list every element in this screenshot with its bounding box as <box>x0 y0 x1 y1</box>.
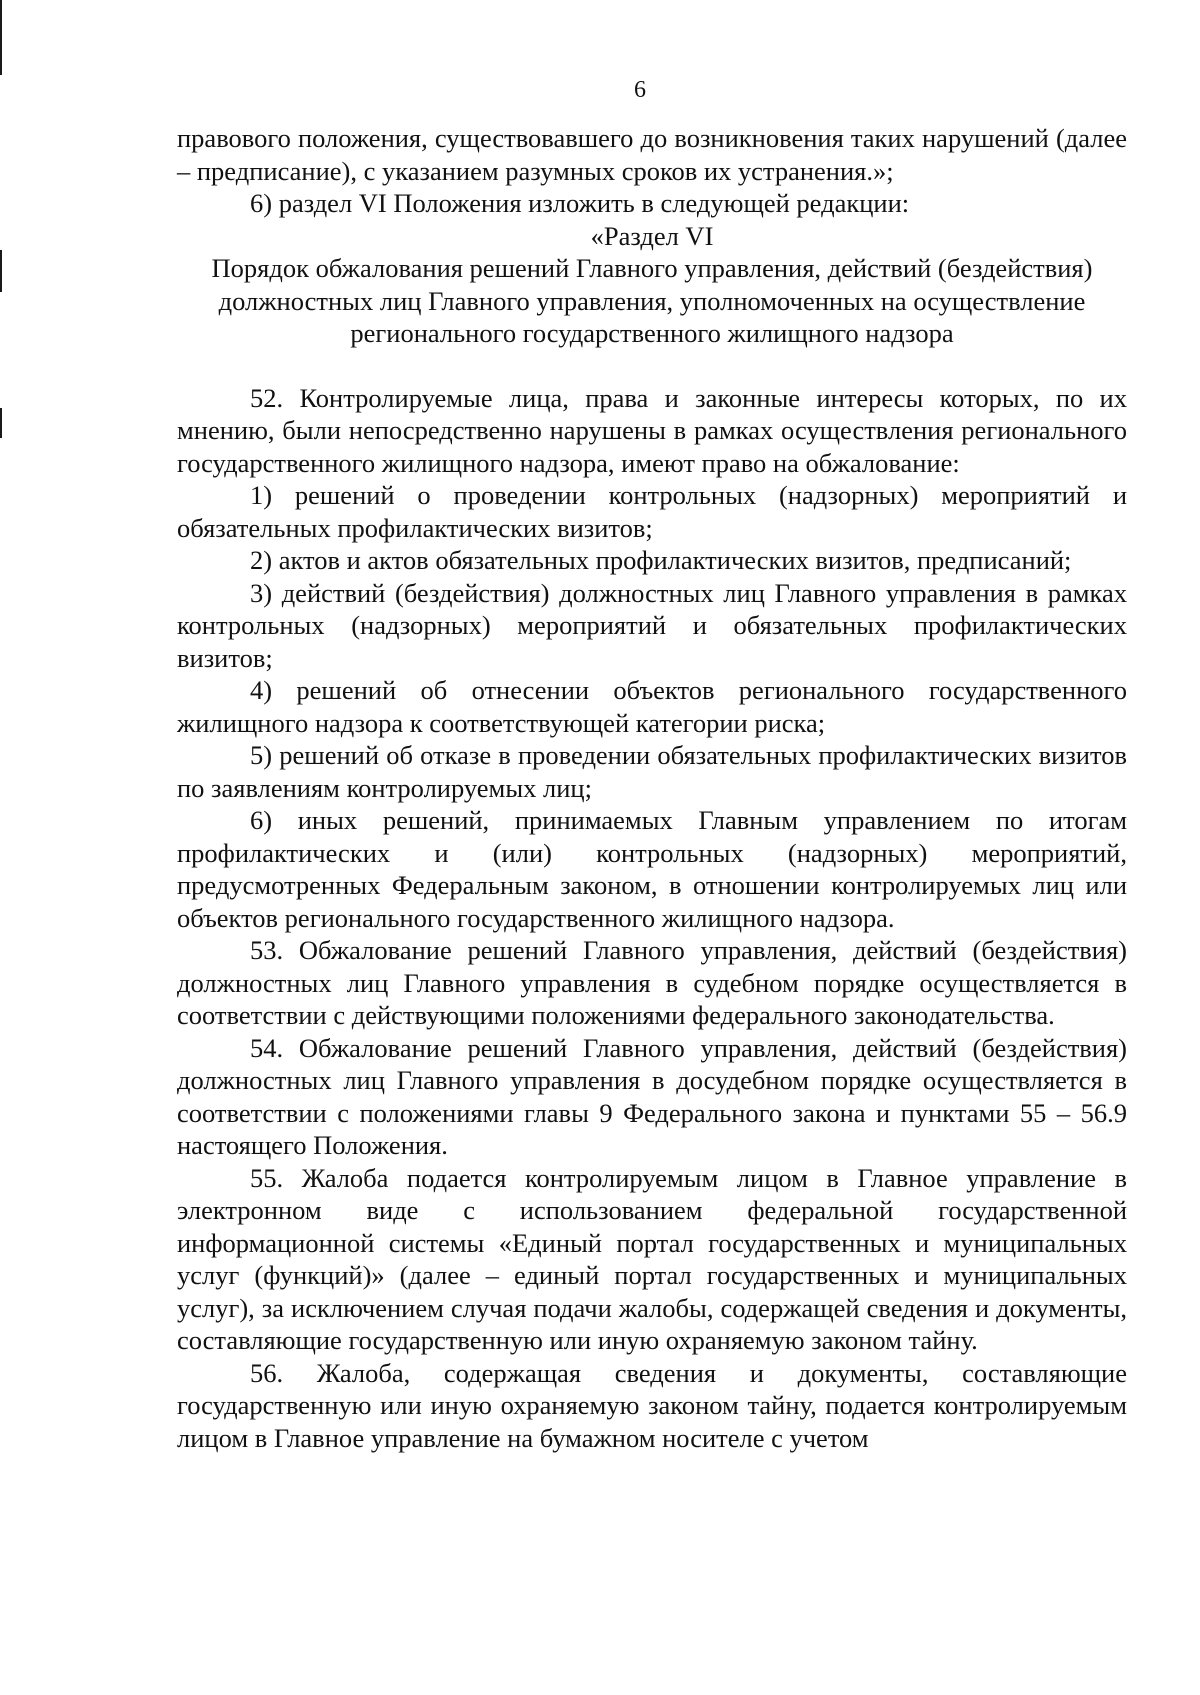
section-title-line-3: регионального государственного жилищного надзора <box>350 318 954 348</box>
document-body <box>177 122 1127 1454</box>
scan-edge-mark-top <box>0 0 2 75</box>
paragraph-52: 52. Контролируемые лица, права и законные интересы которых, по их мнению, были непосредственно нарушены в рамках осуществления регионального государственного жилищного надзора, имеют право на обжалование: <box>177 382 1127 478</box>
scan-edge-mark-mid <box>0 250 2 292</box>
document-page <box>177 78 1127 1454</box>
paragraph-52-item-3: 3) действий (бездействия) должностных лиц Главного управления в рамках контрольных (надзорных) мероприятий и обязательных профилактических визитов; <box>177 577 1127 673</box>
section-title-line-1: Порядок обжалования решений Главного управления, действий (бездействия) <box>211 253 1093 283</box>
paragraph-56: 56. Жалоба, содержащая сведения и документы, составляющие государственную или иную охраняемую законом тайну, подается контролируемым лицом в Главное управление на бумажном носителе с учетом <box>177 1357 1127 1453</box>
scan-edge-mark-low <box>0 408 2 438</box>
paragraph-52-item-2: 2) актов и актов обязательных профилактических визитов, предписаний; <box>250 545 1072 575</box>
section-heading <box>177 220 1127 350</box>
continued-paragraph: правового положения, существовавшего до возникновения таких нарушений (далее – предписание), с указанием разумных сроков их устранения.»; <box>177 123 1127 186</box>
paragraph-52-item-6: 6) иных решений, принимаемых Главным управлением по итогам профилактических и (или) контрольных (надзорных) мероприятий, предусмотренных Федеральным законом, в отношении контролируемых лиц или объектов регионального государственного жилищного надзора. <box>177 805 1127 933</box>
paragraph-52-item-5: 5) решений об отказе в проведении обязательных профилактических визитов по заявлениям контролируемых лиц; <box>177 740 1127 803</box>
amendment-item-6: 6) раздел VI Положения изложить в следующей редакции: <box>250 188 910 218</box>
section-title-line-2: должностных лиц Главного управления, уполномоченных на осуществление <box>218 285 1086 316</box>
paragraph-55: 55. Жалоба подается контролируемым лицом в Главное управление в электронном виде с использованием федеральной государственной информационной системы «Единый портал государственных и муниципальных услуг (функций)» (далее – единый портал государственных и муниципальных услуг), за исключением случая подачи жалобы, содержащей сведения и документы, составляющие государственную или иную охраняемую законом тайну. <box>177 1162 1127 1355</box>
paragraph-52-item-1: 1) решений о проведении контрольных (надзорных) мероприятий и обязательных профилактических визитов; <box>177 480 1127 543</box>
paragraph-54: 54. Обжалование решений Главного управления, действий (бездействия) должностных лиц Главного управления в досудебном порядке осуществляется в соответствии с положениями главы 9 Федерального закона и пунктами 55 – 56.9 настоящего Положения. <box>177 1032 1127 1160</box>
paragraph-52-item-4: 4) решений об отнесении объектов регионального государственного жилищного надзора к соответствующей категории риска; <box>177 675 1127 738</box>
paragraph-53: 53. Обжалование решений Главного управления, действий (бездействия) должностных лиц Главного управления в судебном порядке осуществляется в соответствии с действующими положениями федерального законодательства. <box>177 935 1127 1030</box>
section-label: «Раздел VI <box>590 220 714 251</box>
page-number: 6 <box>634 77 646 103</box>
